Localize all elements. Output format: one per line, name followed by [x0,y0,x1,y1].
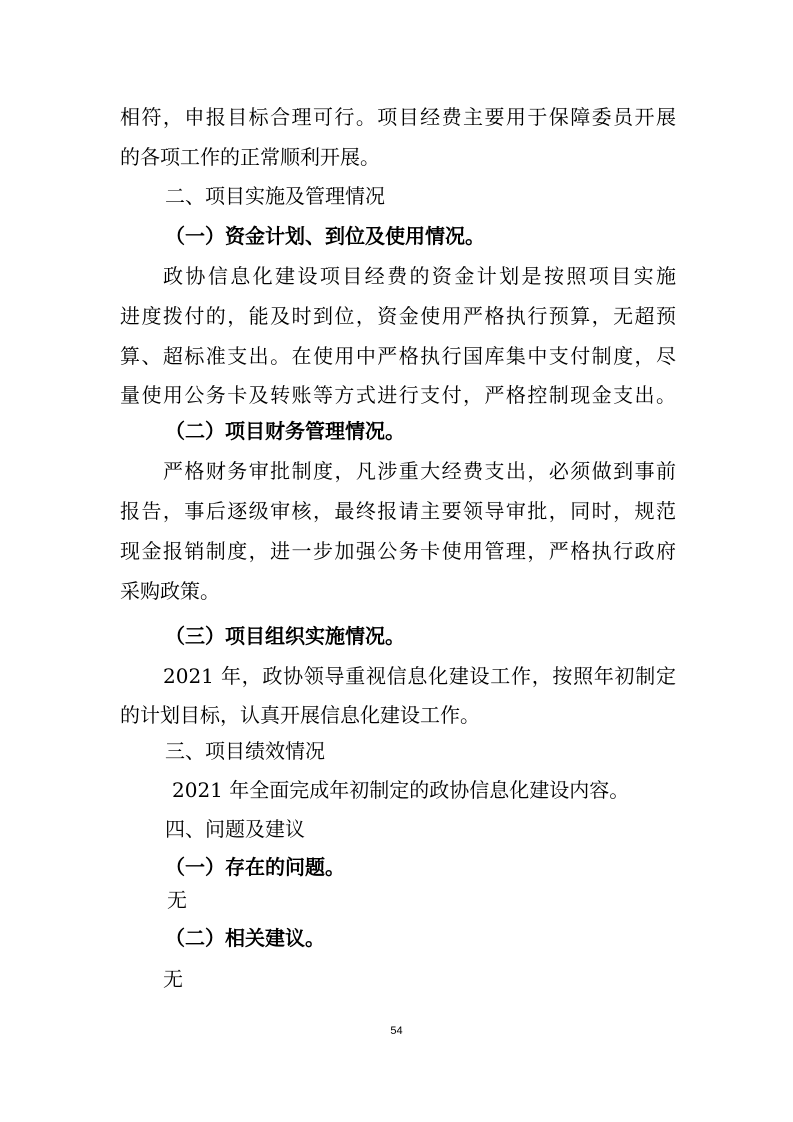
subheading-2-3: （三）项目组织实施情况。 [165,624,405,648]
body-text-line: 2021 年全面完成年初制定的政协信息化建设内容。 [172,778,630,802]
body-text-line: 报告，事后逐级审核，最终报请主要领导审批，同时，规范 [120,499,676,523]
section-heading-3: 三、项目绩效情况 [165,739,325,763]
body-text-line: 算、超标准支出。在使用中严格执行国库集中支付制度，尽 [120,344,676,368]
body-text-line: 采购政策。 [120,579,220,603]
body-text-line: 的计划目标，认真开展信息化建设工作。 [120,703,480,727]
body-text-line: 政协信息化建设项目经费的资金计划是按照项目实施 [163,264,676,288]
page-number: 54 [390,1025,403,1037]
body-text-line: 相符，申报目标合理可行。项目经费主要用于保障委员开展 [120,105,676,129]
body-text-line: 的各项工作的正常顺利开展。 [120,145,380,169]
subheading-2-1: （一）资金计划、到位及使用情况。 [165,224,485,248]
body-text-line: 无 [167,888,187,912]
subheading-4-1: （一）存在的问题。 [165,855,345,879]
body-text-line: 无 [163,967,183,991]
subheading-4-2: （二）相关建议。 [165,926,325,950]
subheading-2-2: （二）项目财务管理情况。 [165,419,405,443]
section-heading-2: 二、项目实施及管理情况 [165,184,385,208]
section-heading-4: 四、问题及建议 [165,817,305,841]
body-text-line: 现金报销制度，进一步加强公务卡使用管理，严格执行政府 [120,539,676,563]
body-text-line: 严格财务审批制度，凡涉重大经费支出，必须做到事前 [163,459,676,483]
body-text-line: 进度拨付的，能及时到位，资金使用严格执行预算，无超预 [120,304,676,328]
body-text-line: 量使用公务卡及转账等方式进行支付，严格控制现金支出。 [120,383,676,407]
body-text-line: 2021 年，政协领导重视信息化建设工作，按照年初制定 [163,664,676,688]
